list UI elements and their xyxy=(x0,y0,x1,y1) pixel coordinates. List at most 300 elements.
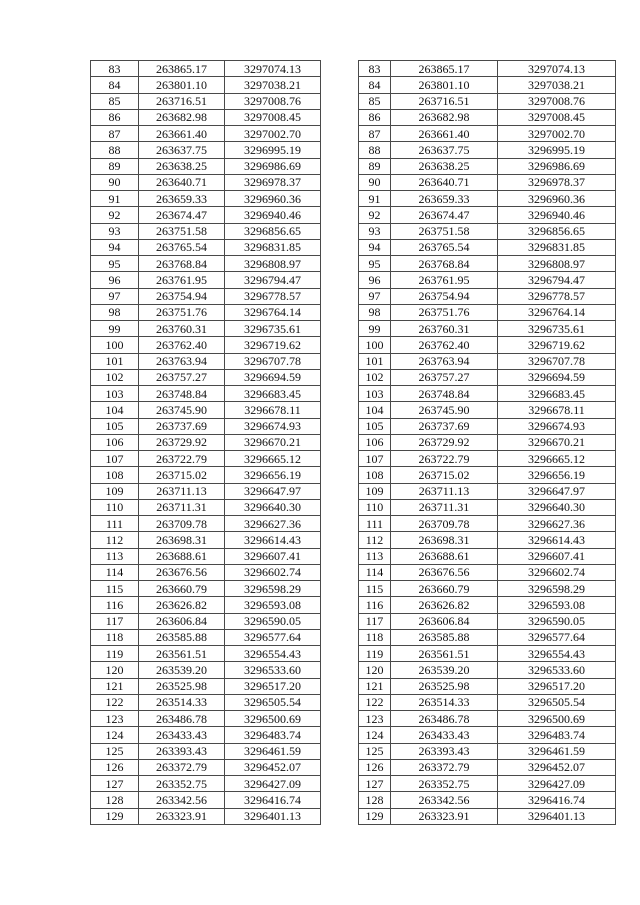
table-row xyxy=(91,77,321,93)
y-coordinate-cell: 3296707.78 xyxy=(498,353,616,369)
x-coordinate-cell: 263342.56 xyxy=(139,792,225,808)
y-coordinate-cell: 3296707.78 xyxy=(225,353,321,369)
y-coordinate-cell: 3297074.13 xyxy=(225,61,321,77)
x-coordinate-cell: 263709.78 xyxy=(391,516,498,532)
point-number-cell: 86 xyxy=(91,109,139,125)
x-coordinate-cell: 263682.98 xyxy=(139,109,225,125)
coordinate-table-left xyxy=(90,60,321,825)
point-number-cell: 84 xyxy=(359,77,391,93)
x-coordinate-cell: 263514.33 xyxy=(139,694,225,710)
point-number-cell: 100 xyxy=(91,337,139,353)
y-coordinate-cell: 3296674.93 xyxy=(498,418,616,434)
point-number-cell: 109 xyxy=(359,483,391,499)
y-coordinate-cell: 3296427.09 xyxy=(225,776,321,792)
table-row xyxy=(359,629,616,645)
x-coordinate-cell: 263760.31 xyxy=(139,321,225,337)
y-coordinate-cell: 3296554.43 xyxy=(498,646,616,662)
y-coordinate-cell: 3296670.21 xyxy=(225,434,321,450)
x-coordinate-cell: 263525.98 xyxy=(391,678,498,694)
y-coordinate-cell: 3297008.45 xyxy=(498,109,616,125)
point-number-cell: 106 xyxy=(359,434,391,450)
table-row xyxy=(359,207,616,223)
table-row xyxy=(91,451,321,467)
point-number-cell: 123 xyxy=(91,711,139,727)
point-number-cell: 83 xyxy=(359,61,391,77)
table-row xyxy=(359,516,616,532)
x-coordinate-cell: 263585.88 xyxy=(139,629,225,645)
y-coordinate-cell: 3296607.41 xyxy=(498,548,616,564)
y-coordinate-cell: 3296452.07 xyxy=(498,759,616,775)
point-number-cell: 96 xyxy=(91,272,139,288)
table-row xyxy=(91,711,321,727)
x-coordinate-cell: 263751.76 xyxy=(391,304,498,320)
table-row xyxy=(359,126,616,142)
y-coordinate-cell: 3296856.65 xyxy=(498,223,616,239)
point-number-cell: 100 xyxy=(359,337,391,353)
y-coordinate-cell: 3297038.21 xyxy=(225,77,321,93)
table-row xyxy=(91,629,321,645)
table-row xyxy=(91,646,321,662)
table-row xyxy=(91,434,321,450)
x-coordinate-cell: 263352.75 xyxy=(391,776,498,792)
point-number-cell: 115 xyxy=(91,581,139,597)
y-coordinate-cell: 3296678.11 xyxy=(498,402,616,418)
x-coordinate-cell: 263698.31 xyxy=(139,532,225,548)
y-coordinate-cell: 3296678.11 xyxy=(225,402,321,418)
x-coordinate-cell: 263711.13 xyxy=(391,483,498,499)
point-number-cell: 111 xyxy=(91,516,139,532)
point-number-cell: 118 xyxy=(91,629,139,645)
x-coordinate-cell: 263754.94 xyxy=(139,288,225,304)
x-coordinate-cell: 263748.84 xyxy=(139,386,225,402)
point-number-cell: 88 xyxy=(359,142,391,158)
x-coordinate-cell: 263709.78 xyxy=(139,516,225,532)
table-row xyxy=(91,532,321,548)
x-coordinate-cell: 263757.27 xyxy=(139,369,225,385)
x-coordinate-cell: 263323.91 xyxy=(391,808,498,824)
point-number-cell: 86 xyxy=(359,109,391,125)
x-coordinate-cell: 263539.20 xyxy=(391,662,498,678)
x-coordinate-cell: 263514.33 xyxy=(391,694,498,710)
x-coordinate-cell: 263626.82 xyxy=(139,597,225,613)
table-row xyxy=(91,109,321,125)
point-number-cell: 129 xyxy=(359,808,391,824)
table-row xyxy=(91,808,321,824)
y-coordinate-cell: 3296593.08 xyxy=(498,597,616,613)
table-row xyxy=(359,321,616,337)
x-coordinate-cell: 263486.78 xyxy=(391,711,498,727)
point-number-cell: 125 xyxy=(359,743,391,759)
y-coordinate-cell: 3296683.45 xyxy=(225,386,321,402)
table-row xyxy=(359,337,616,353)
y-coordinate-cell: 3296627.36 xyxy=(498,516,616,532)
x-coordinate-cell: 263722.79 xyxy=(139,451,225,467)
y-coordinate-cell: 3296602.74 xyxy=(498,564,616,580)
table-row xyxy=(91,743,321,759)
point-number-cell: 102 xyxy=(359,369,391,385)
table-row xyxy=(359,386,616,402)
table-row xyxy=(359,678,616,694)
coordinate-table-body xyxy=(91,61,321,825)
y-coordinate-cell: 3296416.74 xyxy=(498,792,616,808)
x-coordinate-cell: 263729.92 xyxy=(391,434,498,450)
y-coordinate-cell: 3296683.45 xyxy=(498,386,616,402)
y-coordinate-cell: 3296656.19 xyxy=(225,467,321,483)
table-row xyxy=(359,467,616,483)
point-number-cell: 98 xyxy=(359,304,391,320)
x-coordinate-cell: 263352.75 xyxy=(139,776,225,792)
x-coordinate-cell: 263660.79 xyxy=(139,581,225,597)
table-row xyxy=(359,792,616,808)
y-coordinate-cell: 3296831.85 xyxy=(225,239,321,255)
table-row xyxy=(91,93,321,109)
table-row xyxy=(359,776,616,792)
point-number-cell: 105 xyxy=(91,418,139,434)
x-coordinate-cell: 263661.40 xyxy=(391,126,498,142)
y-coordinate-cell: 3296764.14 xyxy=(498,304,616,320)
table-row xyxy=(359,434,616,450)
table-row xyxy=(359,288,616,304)
point-number-cell: 114 xyxy=(91,564,139,580)
table-row xyxy=(91,548,321,564)
table-row xyxy=(91,499,321,515)
point-number-cell: 116 xyxy=(91,597,139,613)
point-number-cell: 114 xyxy=(359,564,391,580)
point-number-cell: 97 xyxy=(91,288,139,304)
x-coordinate-cell: 263372.79 xyxy=(139,759,225,775)
y-coordinate-cell: 3296427.09 xyxy=(498,776,616,792)
point-number-cell: 97 xyxy=(359,288,391,304)
y-coordinate-cell: 3296960.36 xyxy=(498,191,616,207)
x-coordinate-cell: 263659.33 xyxy=(139,191,225,207)
table-row xyxy=(359,174,616,190)
point-number-cell: 116 xyxy=(359,597,391,613)
point-number-cell: 121 xyxy=(359,678,391,694)
x-coordinate-cell: 263637.75 xyxy=(391,142,498,158)
table-row xyxy=(359,304,616,320)
x-coordinate-cell: 263745.90 xyxy=(139,402,225,418)
table-row xyxy=(91,776,321,792)
y-coordinate-cell: 3296461.59 xyxy=(498,743,616,759)
y-coordinate-cell: 3296505.54 xyxy=(498,694,616,710)
table-row xyxy=(91,223,321,239)
point-number-cell: 128 xyxy=(91,792,139,808)
table-row xyxy=(359,418,616,434)
table-row xyxy=(91,386,321,402)
point-number-cell: 107 xyxy=(359,451,391,467)
x-coordinate-cell: 263751.76 xyxy=(139,304,225,320)
x-coordinate-cell: 263676.56 xyxy=(391,564,498,580)
x-coordinate-cell: 263737.69 xyxy=(139,418,225,434)
y-coordinate-cell: 3296461.59 xyxy=(225,743,321,759)
x-coordinate-cell: 263561.51 xyxy=(139,646,225,662)
x-coordinate-cell: 263754.94 xyxy=(391,288,498,304)
y-coordinate-cell: 3296960.36 xyxy=(225,191,321,207)
table-row xyxy=(359,532,616,548)
y-coordinate-cell: 3296517.20 xyxy=(498,678,616,694)
coordinate-table-right xyxy=(358,60,616,825)
point-number-cell: 109 xyxy=(91,483,139,499)
y-coordinate-cell: 3296719.62 xyxy=(498,337,616,353)
table-row xyxy=(359,272,616,288)
point-number-cell: 122 xyxy=(359,694,391,710)
point-number-cell: 110 xyxy=(359,499,391,515)
x-coordinate-cell: 263626.82 xyxy=(391,597,498,613)
x-coordinate-cell: 263525.98 xyxy=(139,678,225,694)
x-coordinate-cell: 263768.84 xyxy=(391,256,498,272)
table-row xyxy=(359,353,616,369)
point-number-cell: 103 xyxy=(359,386,391,402)
point-number-cell: 89 xyxy=(359,158,391,174)
point-number-cell: 96 xyxy=(359,272,391,288)
y-coordinate-cell: 3297008.45 xyxy=(225,109,321,125)
y-coordinate-cell: 3296640.30 xyxy=(225,499,321,515)
table-row xyxy=(91,304,321,320)
x-coordinate-cell: 263688.61 xyxy=(139,548,225,564)
point-number-cell: 112 xyxy=(91,532,139,548)
table-row xyxy=(359,564,616,580)
point-number-cell: 85 xyxy=(91,93,139,109)
y-coordinate-cell: 3296554.43 xyxy=(225,646,321,662)
y-coordinate-cell: 3296940.46 xyxy=(498,207,616,223)
x-coordinate-cell: 263606.84 xyxy=(139,613,225,629)
y-coordinate-cell: 3296500.69 xyxy=(225,711,321,727)
y-coordinate-cell: 3296735.61 xyxy=(498,321,616,337)
point-number-cell: 99 xyxy=(359,321,391,337)
y-coordinate-cell: 3296577.64 xyxy=(498,629,616,645)
table-row xyxy=(91,678,321,694)
table-row xyxy=(91,239,321,255)
y-coordinate-cell: 3296694.59 xyxy=(225,369,321,385)
y-coordinate-cell: 3296627.36 xyxy=(225,516,321,532)
point-number-cell: 91 xyxy=(359,191,391,207)
y-coordinate-cell: 3296577.64 xyxy=(225,629,321,645)
table-row xyxy=(91,207,321,223)
x-coordinate-cell: 263606.84 xyxy=(391,613,498,629)
x-coordinate-cell: 263393.43 xyxy=(139,743,225,759)
table-row xyxy=(91,256,321,272)
table-row xyxy=(359,256,616,272)
table-row xyxy=(359,727,616,743)
point-number-cell: 92 xyxy=(359,207,391,223)
y-coordinate-cell: 3296831.85 xyxy=(498,239,616,255)
x-coordinate-cell: 263865.17 xyxy=(139,61,225,77)
x-coordinate-cell: 263393.43 xyxy=(391,743,498,759)
y-coordinate-cell: 3296978.37 xyxy=(498,174,616,190)
y-coordinate-cell: 3296978.37 xyxy=(225,174,321,190)
x-coordinate-cell: 263762.40 xyxy=(391,337,498,353)
table-row xyxy=(91,402,321,418)
x-coordinate-cell: 263640.71 xyxy=(139,174,225,190)
point-number-cell: 85 xyxy=(359,93,391,109)
y-coordinate-cell: 3297002.70 xyxy=(225,126,321,142)
point-number-cell: 93 xyxy=(91,223,139,239)
point-number-cell: 120 xyxy=(359,662,391,678)
x-coordinate-cell: 263762.40 xyxy=(139,337,225,353)
point-number-cell: 87 xyxy=(91,126,139,142)
x-coordinate-cell: 263561.51 xyxy=(391,646,498,662)
x-coordinate-cell: 263745.90 xyxy=(391,402,498,418)
x-coordinate-cell: 263801.10 xyxy=(391,77,498,93)
y-coordinate-cell: 3296593.08 xyxy=(225,597,321,613)
table-row xyxy=(91,174,321,190)
y-coordinate-cell: 3296401.13 xyxy=(225,808,321,824)
point-number-cell: 111 xyxy=(359,516,391,532)
coordinate-table-body xyxy=(359,61,616,825)
point-number-cell: 110 xyxy=(91,499,139,515)
table-row xyxy=(91,792,321,808)
point-number-cell: 125 xyxy=(91,743,139,759)
x-coordinate-cell: 263737.69 xyxy=(391,418,498,434)
point-number-cell: 121 xyxy=(91,678,139,694)
x-coordinate-cell: 263729.92 xyxy=(139,434,225,450)
point-number-cell: 102 xyxy=(91,369,139,385)
table-row xyxy=(359,662,616,678)
x-coordinate-cell: 263638.25 xyxy=(391,158,498,174)
y-coordinate-cell: 3296764.14 xyxy=(225,304,321,320)
table-row xyxy=(91,321,321,337)
x-coordinate-cell: 263801.10 xyxy=(139,77,225,93)
y-coordinate-cell: 3297008.76 xyxy=(225,93,321,109)
table-row xyxy=(359,61,616,77)
x-coordinate-cell: 263486.78 xyxy=(139,711,225,727)
y-coordinate-cell: 3296995.19 xyxy=(498,142,616,158)
point-number-cell: 113 xyxy=(91,548,139,564)
y-coordinate-cell: 3296598.29 xyxy=(498,581,616,597)
table-row xyxy=(91,369,321,385)
y-coordinate-cell: 3296533.60 xyxy=(498,662,616,678)
x-coordinate-cell: 263674.47 xyxy=(391,207,498,223)
point-number-cell: 99 xyxy=(91,321,139,337)
y-coordinate-cell: 3296647.97 xyxy=(498,483,616,499)
table-row xyxy=(91,191,321,207)
point-number-cell: 92 xyxy=(91,207,139,223)
point-number-cell: 88 xyxy=(91,142,139,158)
table-row xyxy=(359,548,616,564)
table-row xyxy=(91,272,321,288)
x-coordinate-cell: 263676.56 xyxy=(139,564,225,580)
y-coordinate-cell: 3296719.62 xyxy=(225,337,321,353)
table-row xyxy=(359,239,616,255)
y-coordinate-cell: 3296614.43 xyxy=(498,532,616,548)
table-row xyxy=(91,467,321,483)
y-coordinate-cell: 3296452.07 xyxy=(225,759,321,775)
point-number-cell: 90 xyxy=(359,174,391,190)
point-number-cell: 95 xyxy=(359,256,391,272)
table-row xyxy=(91,759,321,775)
point-number-cell: 126 xyxy=(91,759,139,775)
point-number-cell: 105 xyxy=(359,418,391,434)
x-coordinate-cell: 263637.75 xyxy=(139,142,225,158)
point-number-cell: 124 xyxy=(91,727,139,743)
point-number-cell: 120 xyxy=(91,662,139,678)
table-row xyxy=(91,418,321,434)
table-row xyxy=(359,109,616,125)
y-coordinate-cell: 3296483.74 xyxy=(498,727,616,743)
y-coordinate-cell: 3296590.05 xyxy=(498,613,616,629)
table-row xyxy=(359,158,616,174)
point-number-cell: 87 xyxy=(359,126,391,142)
y-coordinate-cell: 3296505.54 xyxy=(225,694,321,710)
x-coordinate-cell: 263751.58 xyxy=(139,223,225,239)
y-coordinate-cell: 3296778.57 xyxy=(498,288,616,304)
table-row xyxy=(91,613,321,629)
table-row xyxy=(359,759,616,775)
x-coordinate-cell: 263711.31 xyxy=(391,499,498,515)
y-coordinate-cell: 3296665.12 xyxy=(498,451,616,467)
table-row xyxy=(359,581,616,597)
point-number-cell: 112 xyxy=(359,532,391,548)
y-coordinate-cell: 3296640.30 xyxy=(498,499,616,515)
x-coordinate-cell: 263640.71 xyxy=(391,174,498,190)
x-coordinate-cell: 263765.54 xyxy=(391,239,498,255)
x-coordinate-cell: 263638.25 xyxy=(139,158,225,174)
y-coordinate-cell: 3296778.57 xyxy=(225,288,321,304)
y-coordinate-cell: 3296674.93 xyxy=(225,418,321,434)
y-coordinate-cell: 3296416.74 xyxy=(225,792,321,808)
point-number-cell: 84 xyxy=(91,77,139,93)
x-coordinate-cell: 263711.31 xyxy=(139,499,225,515)
table-row xyxy=(359,142,616,158)
x-coordinate-cell: 263716.51 xyxy=(139,93,225,109)
point-number-cell: 124 xyxy=(359,727,391,743)
point-number-cell: 119 xyxy=(91,646,139,662)
table-row xyxy=(91,158,321,174)
table-row xyxy=(91,337,321,353)
y-coordinate-cell: 3296808.97 xyxy=(225,256,321,272)
x-coordinate-cell: 263688.61 xyxy=(391,548,498,564)
y-coordinate-cell: 3296995.19 xyxy=(225,142,321,158)
table-row xyxy=(359,483,616,499)
table-row xyxy=(91,727,321,743)
y-coordinate-cell: 3296590.05 xyxy=(225,613,321,629)
x-coordinate-cell: 263722.79 xyxy=(391,451,498,467)
table-row xyxy=(91,353,321,369)
x-coordinate-cell: 263660.79 xyxy=(391,581,498,597)
y-coordinate-cell: 3296500.69 xyxy=(498,711,616,727)
table-row xyxy=(91,142,321,158)
table-row xyxy=(91,597,321,613)
x-coordinate-cell: 263760.31 xyxy=(391,321,498,337)
table-row xyxy=(91,694,321,710)
y-coordinate-cell: 3296794.47 xyxy=(225,272,321,288)
x-coordinate-cell: 263659.33 xyxy=(391,191,498,207)
x-coordinate-cell: 263323.91 xyxy=(139,808,225,824)
point-number-cell: 115 xyxy=(359,581,391,597)
point-number-cell: 113 xyxy=(359,548,391,564)
point-number-cell: 101 xyxy=(91,353,139,369)
table-row xyxy=(91,581,321,597)
point-number-cell: 98 xyxy=(91,304,139,320)
x-coordinate-cell: 263674.47 xyxy=(139,207,225,223)
table-row xyxy=(359,613,616,629)
point-number-cell: 103 xyxy=(91,386,139,402)
point-number-cell: 127 xyxy=(91,776,139,792)
x-coordinate-cell: 263372.79 xyxy=(391,759,498,775)
x-coordinate-cell: 263698.31 xyxy=(391,532,498,548)
table-row xyxy=(91,564,321,580)
x-coordinate-cell: 263585.88 xyxy=(391,629,498,645)
y-coordinate-cell: 3296598.29 xyxy=(225,581,321,597)
table-row xyxy=(359,808,616,824)
point-number-cell: 104 xyxy=(359,402,391,418)
point-number-cell: 91 xyxy=(91,191,139,207)
point-number-cell: 107 xyxy=(91,451,139,467)
y-coordinate-cell: 3296647.97 xyxy=(225,483,321,499)
x-coordinate-cell: 263342.56 xyxy=(391,792,498,808)
x-coordinate-cell: 263682.98 xyxy=(391,109,498,125)
point-number-cell: 101 xyxy=(359,353,391,369)
